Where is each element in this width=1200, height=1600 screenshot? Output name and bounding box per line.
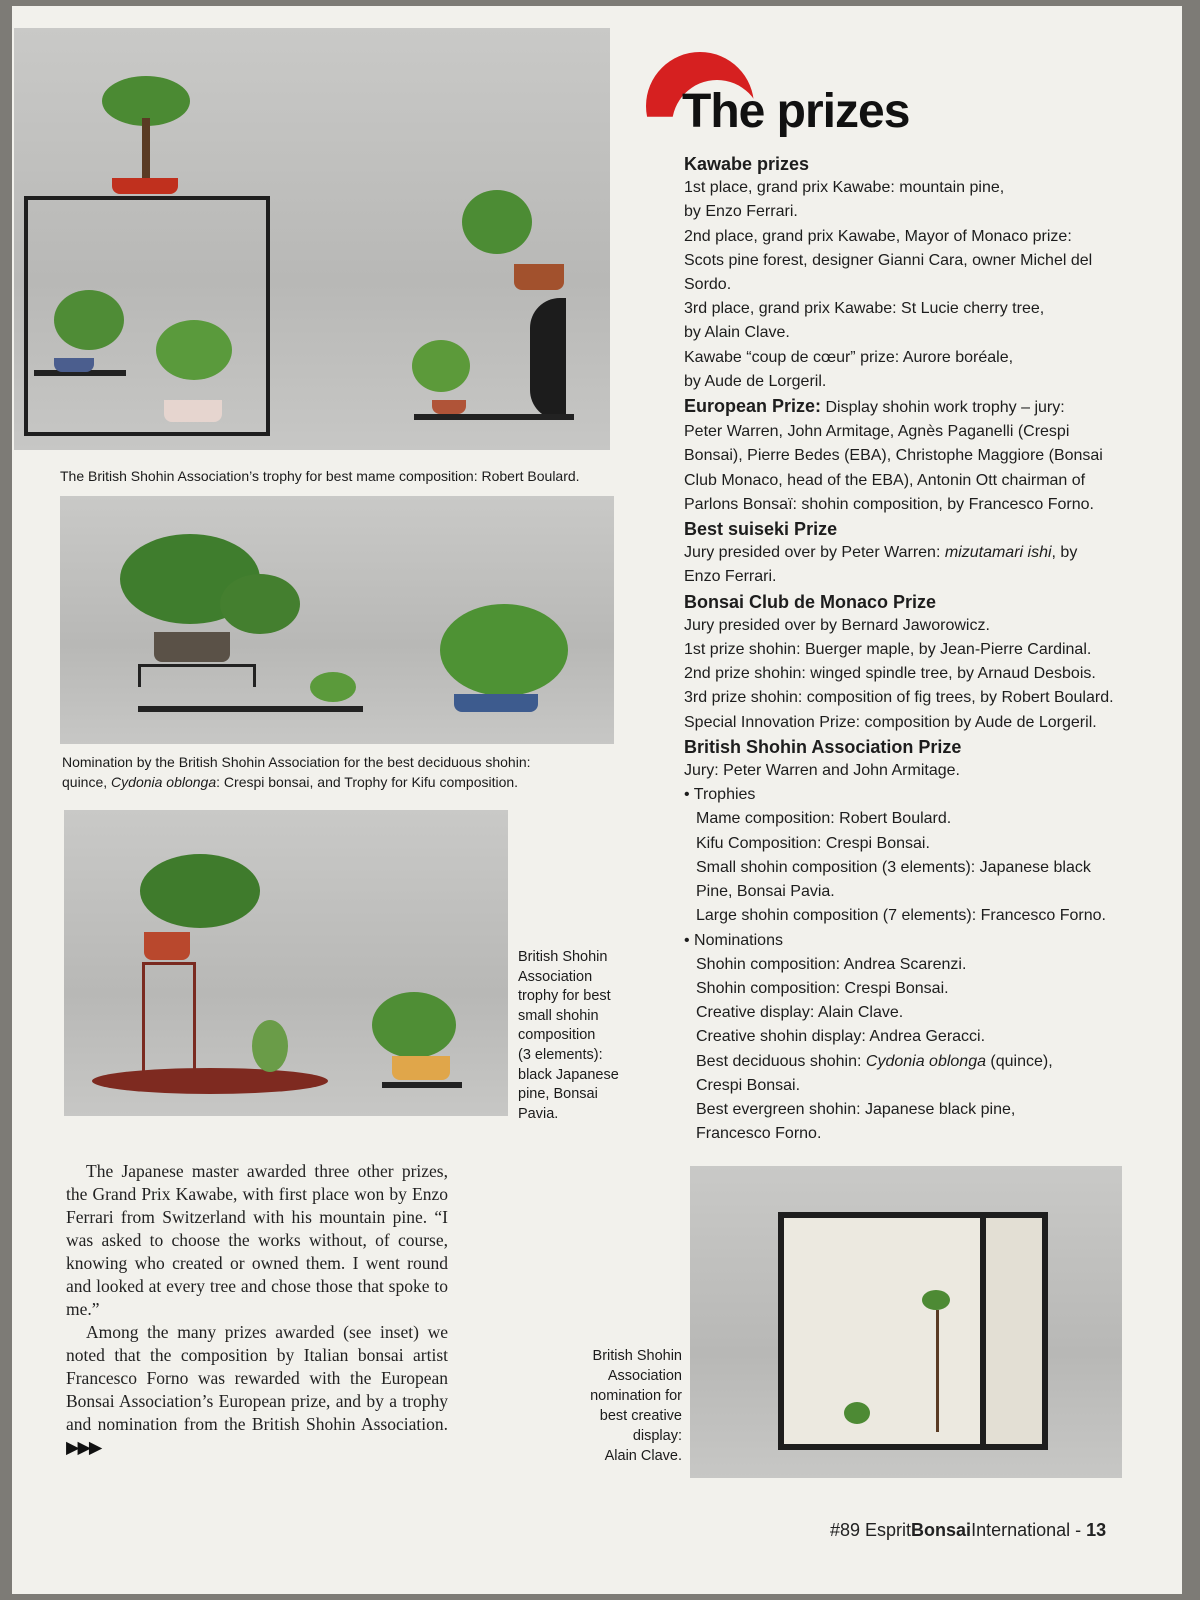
caption-mame: The British Shohin Association’s trophy for best mame composition: Robert Boulard. — [60, 468, 580, 484]
caption-small-shohin: British Shohin Association trophy for best small shohin composition (3 elements): black Japanese pine, Bonsai Pavia. — [518, 949, 619, 1122]
page-number: 13 — [1086, 1520, 1107, 1540]
photo-deciduous-shohin — [60, 496, 614, 744]
body-paragraph: The Japanese master awarded three other prizes, the Grand Prix Kawabe, with first place won by Enzo Ferrari from Switzerland with his mountain pine. “I was asked to choose the works without, of course, knowing who created or owned them. I went round and looked at every tree and chose those that spoke to me.” — [66, 1161, 448, 1319]
caption-deciduous: Nomination by the British Shohin Association for the best deciduous shohin: quince, Cydonia oblonga: Crespi bonsai, and Trophy for Kifu composition. — [62, 754, 531, 790]
prizes-title: The prizes — [682, 85, 910, 138]
red-pot — [112, 178, 178, 194]
photo-small-shohin — [64, 810, 508, 1116]
page-footer: #89 EspritBonsaiInternational - 13 — [830, 1520, 1107, 1540]
continue-arrows-icon: ▶▶▶ — [66, 1437, 101, 1457]
caption-creative-display: British Shohin Association nomination for best creative display: Alain Clave. — [590, 1348, 682, 1464]
small-tree-foliage — [54, 290, 124, 350]
body-paragraph: Among the many prizes awarded (see inset) we noted that the composition by Italian bonsai artist Francesco Forno was rewarded with the European Bonsai Association’s European prize, and by a trophy and nomination from the British Shohin Association. ▶▶▶ — [66, 1322, 448, 1457]
prizes-list: Kawabe prizes 1st place, grand prix Kawabe: mountain pine, by Enzo Ferrari. 2nd place, grand prix Kawabe, Mayor of Monaco prize: Scots pine forest, designer Gianni Cara, owner Michel del Sordo. 3rd place, grand prix Kawabe: St Lucie cherry tree, by Alain Clave. Kawabe “coup de cœur” prize: Aurore boréale, by Aude de Lorgeril. European Prize: Display shohin work trophy – jury: Peter Warren, John Armitage, Agnès Paganelli (Crespi Bonsai), Pierre Bedes (EBA), Christophe Maggiore (Bonsai Club Monaco, head of the EBA), Antonin Ott chairman of Parlons Bonsaï: shohin composition, by Francesco Forno. Best suiseki Prize Jury presided over by Peter Warren: mizutamari ishi, by Enzo Ferrari. Bonsai Club de Monaco Prize Jury presided over by Bernard Jaworowicz. 1st prize shohin: Buerger maple, by Jean-Pierre Cardinal. 2nd prize shohin: winged spindle tree, by Arnaud Desbois. 3rd prize shohin: composition of fig trees, by Robert Boulard. Special Innovation Prize: composition by Aude de Lorgeril. British Shohin Association Prize Jury: Peter Warren and John Armitage. • Trophies Mame composition: Robert Boulard. Kifu Composition: Crespi Bonsai. Small shohin composition (3 elements): Japanese black Pine, Bonsai Pavia. Large shohin composition (7 elements): Francesco Forno. • Nominations Shohin composition: Andrea Scarenzi. Shohin composition: Crespi Bonsai. Creative display: Alain Clave. Creative shohin display: Andrea Geracci. Best deciduous shohin: Cydonia oblonga (quince), Crespi Bonsai. Best evergreen shohin: Japanese black pine, Francesco Forno. — [684, 154, 1114, 1143]
photo-creative-display — [690, 1166, 1122, 1478]
photo-mame-composition — [14, 28, 610, 450]
article-body — [66, 1160, 448, 1459]
